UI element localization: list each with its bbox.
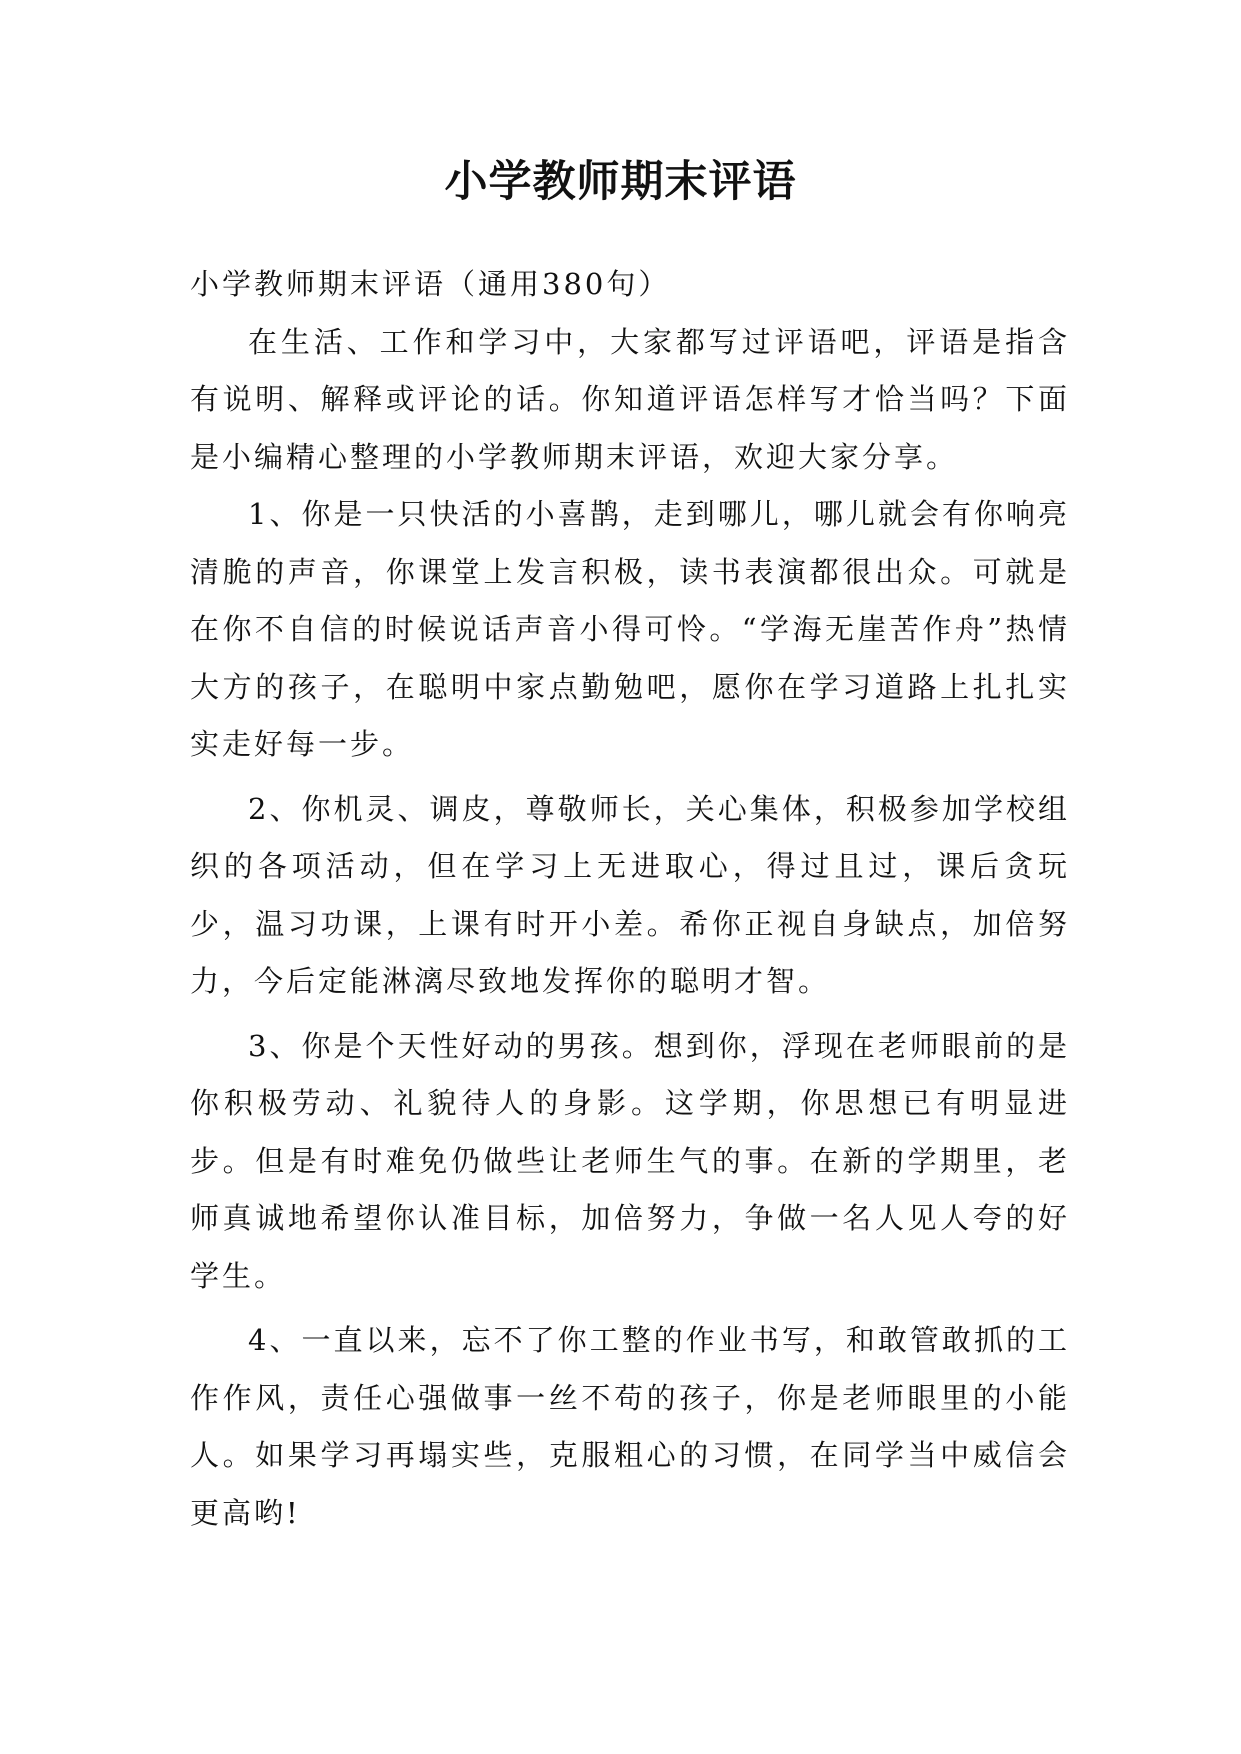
document-body	[190, 256, 1070, 1542]
paragraph-comment-4: 4、一直以来，忘不了你工整的作业书写，和敢管敢抓的工作作风，责任心强做事一丝不苟的孩子，你是老师眼里的小能人。如果学习再塌实些，克服粗心的习惯，在同学当中威信会更高哟!	[190, 1323, 1070, 1530]
document-subtitle: 小学教师期末评语（通用380句）	[190, 267, 671, 301]
paragraph-comment-3: 3、你是个天性好动的男孩。想到你，浮现在老师眼前的是你积极劳动、礼貌待人的身影。这学期，你思想已有明显进步。但是有时难免仍做些让老师生气的事。在新的学期里，老师真诚地希望你认准目标，加倍努力，争做一名人见人夸的好学生。	[190, 1028, 1070, 1293]
paragraph-comment-1: 1、你是一只快活的小喜鹊，走到哪儿，哪儿就会有你响亮清脆的声音，你课堂上发言积极，读书表演都很出众。可就是在你不自信的时候说话声音小得可怜。“学海无崖苦作舟”热情大方的孩子，在聪明中家点勤勉吧，愿你在学习道路上扎扎实实走好每一步。	[190, 497, 1070, 761]
document-title: 小学教师期末评语	[444, 157, 797, 207]
paragraph-comment-2: 2、你机灵、调皮，尊敬师长，关心集体，积极参加学校组织的各项活动，但在学习上无进取心，得过且过，课后贪玩少，温习功课，上课有时开小差。希你正视自身缺点，加倍努力，今后定能淋漓尽致地发挥你的聪明才智。	[190, 791, 1070, 998]
paragraph-intro: 在生活、工作和学习中，大家都写过评语吧，评语是指含有说明、解释或评论的话。你知道评语怎样写才恰当吗？下面是小编精心整理的小学教师期末评语，欢迎大家分享。	[190, 324, 1070, 474]
